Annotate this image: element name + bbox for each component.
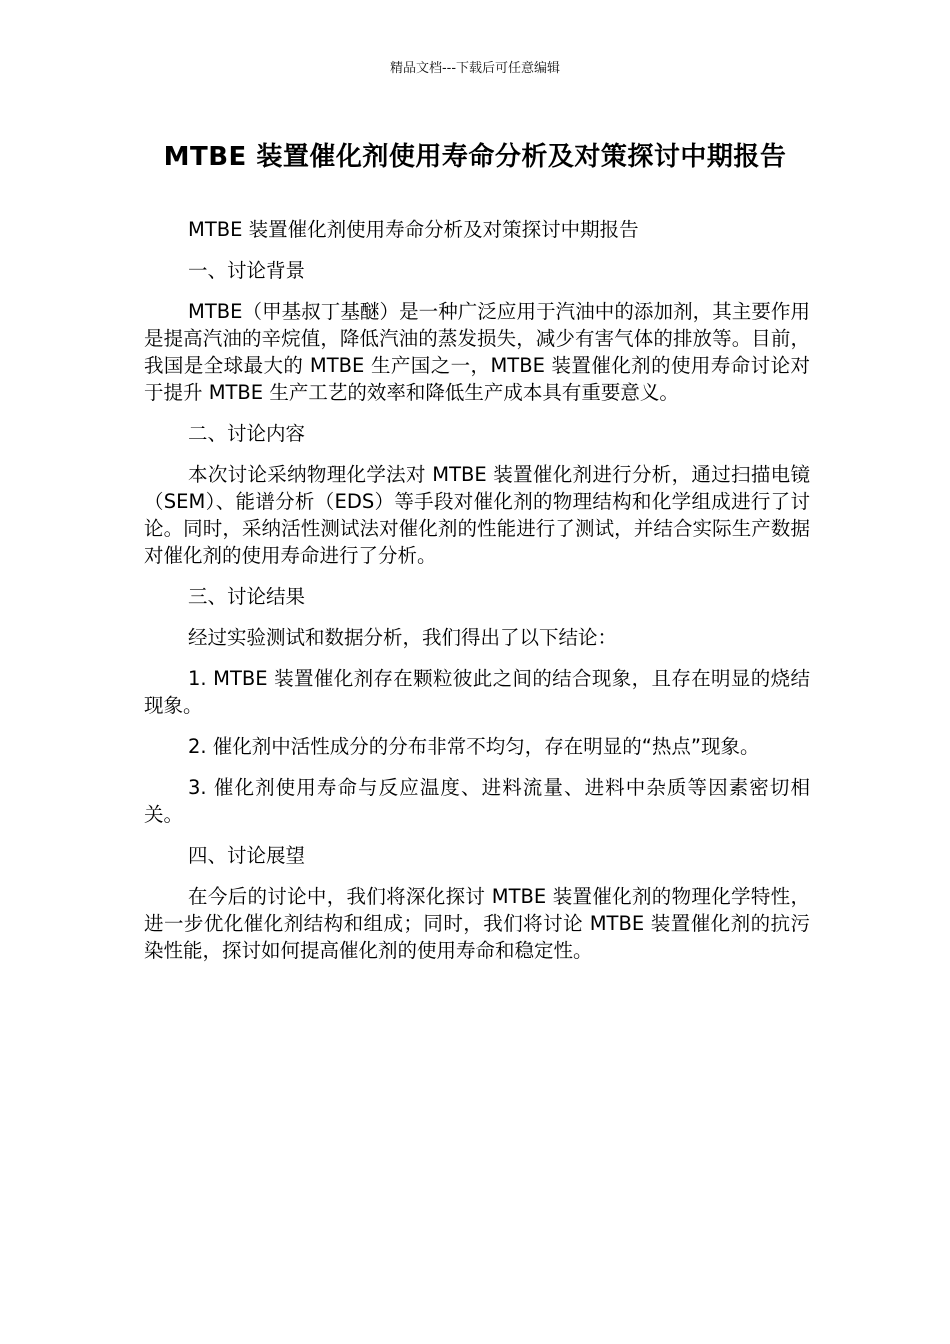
results-intro: 经过实验测试和数据分析，我们得出了以下结论： [188, 626, 618, 649]
section-heading-results: 三、讨论结果 [188, 585, 306, 608]
content-paragraph: 本次讨论采纳物理化学法对 MTBE 装置催化剂进行分析，通过扫描电镜（SEM）、能谱分析（EDS）等手段对催化剂的物理结构和化学组成进行了讨论。同时，采纳活性测试法对催化剂的性能进行了测试，并结合实际生产数据对催化剂的使用寿命进行了分析。 [144, 463, 810, 567]
section-heading-content: 二、讨论内容 [188, 422, 306, 445]
subtitle-paragraph: MTBE 装置催化剂使用寿命分析及对策探讨中期报告 [188, 218, 639, 241]
section-heading-outlook: 四、讨论展望 [188, 844, 306, 867]
document-title: MTBE 装置催化剂使用寿命分析及对策探讨中期报告 [163, 142, 787, 172]
result-item-3: 3. 催化剂使用寿命与反应温度、进料流量、进料中杂质等因素密切相关。 [144, 776, 810, 826]
result-item-1: 1. MTBE 装置催化剂存在颗粒彼此之间的结合现象，且存在明显的烧结现象。 [144, 667, 810, 717]
document-body [144, 216, 810, 978]
page-header: 精品文档---下载后可任意编辑 [389, 61, 561, 76]
section-heading-background: 一、讨论背景 [188, 259, 306, 282]
outlook-paragraph: 在今后的讨论中，我们将深化探讨 MTBE 装置催化剂的物理化学特性，进一步优化催化剂结构和组成；同时，我们将讨论 MTBE 装置催化剂的抗污染性能，探讨如何提高催化剂的使用寿命和稳定性。 [144, 885, 810, 962]
result-item-2: 2. 催化剂中活性成分的分布非常不均匀，存在明显的“热点”现象。 [188, 735, 760, 758]
background-paragraph: MTBE（甲基叔丁基醚）是一种广泛应用于汽油中的添加剂，其主要作用是提高汽油的辛烷值，降低汽油的蒸发损失，减少有害气体的排放等。目前，我国是全球最大的 MTBE 生产国之一，MTBE 装置催化剂的使用寿命讨论对于提升 MTBE 生产工艺的效率和降低生产成本具有重要意义。 [144, 300, 810, 404]
